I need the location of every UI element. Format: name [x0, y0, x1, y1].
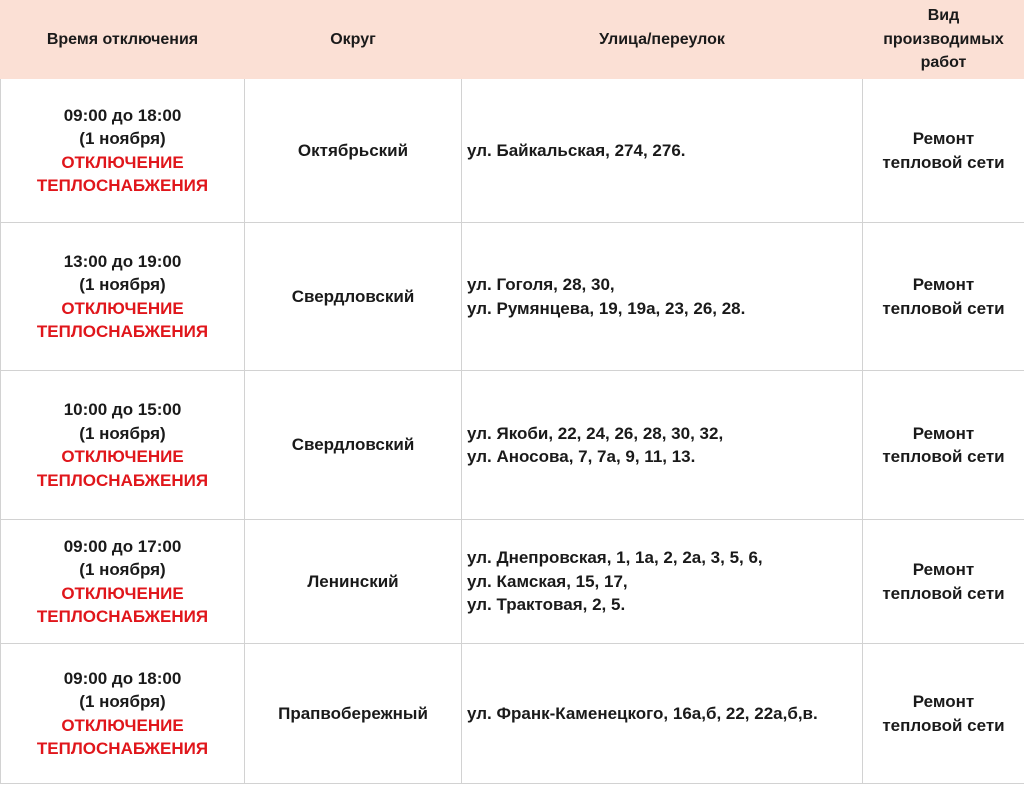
time-cell: [1, 223, 245, 371]
outage-alert: ТЕПЛОСНАБЖЕНИЯ: [36, 470, 209, 490]
district-cell: Свердловский: [245, 371, 462, 520]
table-row: [1, 371, 1024, 520]
outage-date: (1 ноября): [79, 275, 166, 294]
work-type-line: Ремонт: [912, 275, 975, 294]
outage-alert: ОТКЛЮЧЕНИЕ: [61, 152, 184, 172]
table-body: [1, 79, 1024, 784]
streets-cell: [462, 371, 863, 520]
streets-cell: [462, 520, 863, 644]
header-row: [1, 1, 1024, 79]
streets-cell: [462, 79, 863, 223]
work-type-cell: [863, 79, 1024, 223]
street-line: ул. Камская, 15, 17,: [467, 571, 628, 591]
outage-alert: ОТКЛЮЧЕНИЕ: [61, 583, 184, 603]
street-line: ул. Якоби, 22, 24, 26, 28, 30, 32,: [467, 423, 724, 443]
header-district: Округ: [245, 1, 462, 79]
work-type-line: Ремонт: [912, 129, 975, 148]
outage-date: (1 ноября): [79, 560, 166, 579]
outage-alert: ТЕПЛОСНАБЖЕНИЯ: [36, 607, 209, 626]
street-line: ул. Байкальская, 274, 276.: [467, 140, 686, 160]
time-range: 10:00 до 15:00: [63, 400, 182, 419]
streets-cell: [462, 644, 863, 784]
street-line: ул. Гоголя, 28, 30,: [467, 275, 615, 294]
header-street: Улица/переулок: [462, 1, 863, 79]
table-row: [1, 644, 1024, 784]
table-row: [1, 79, 1024, 223]
street-line: ул. Аносова, 7, 7а, 9, 11, 13.: [467, 447, 696, 466]
outage-date: (1 ноября): [79, 692, 166, 711]
work-type-line: тепловой сети: [882, 583, 1005, 603]
header-work-line: производимых: [883, 30, 1004, 48]
work-type-line: тепловой сети: [882, 298, 1005, 318]
district-cell: Октябрьский: [245, 79, 462, 223]
work-type-cell: [863, 520, 1024, 644]
outage-alert: ТЕПЛОСНАБЖЕНИЯ: [36, 739, 209, 758]
table-row: [1, 520, 1024, 644]
header-work-line: работ: [920, 54, 967, 72]
table-header: [1, 1, 1024, 79]
outage-alert: ОТКЛЮЧЕНИЕ: [61, 447, 184, 466]
outage-date: (1 ноября): [79, 423, 166, 443]
district-cell: Ленинский: [245, 520, 462, 644]
street-line: ул. Трактовая, 2, 5.: [467, 595, 626, 615]
street-line: ул. Франк-Каменецкого, 16а,б, 22, 22а,б,в.: [467, 703, 818, 723]
header-work-line: Вид: [927, 7, 960, 25]
time-range: 09:00 до 18:00: [63, 668, 182, 688]
outage-alert: ТЕПЛОСНАБЖЕНИЯ: [36, 176, 209, 195]
time-range: 13:00 до 19:00: [63, 251, 182, 271]
work-type-line: Ремонт: [912, 423, 975, 443]
district-cell: Свердловский: [245, 223, 462, 371]
work-type-line: тепловой сети: [882, 152, 1005, 172]
outage-alert: ОТКЛЮЧЕНИЕ: [61, 298, 184, 318]
time-cell: [1, 520, 245, 644]
outage-alert: ОТКЛЮЧЕНИЕ: [61, 715, 184, 735]
district-cell: Прапвобережный: [245, 644, 462, 784]
work-type-cell: [863, 644, 1024, 784]
work-type-cell: [863, 223, 1024, 371]
time-cell: [1, 79, 245, 223]
streets-cell: [462, 223, 863, 371]
time-cell: [1, 644, 245, 784]
header-work-type: [863, 1, 1024, 79]
work-type-line: тепловой сети: [882, 715, 1005, 735]
work-type-line: Ремонт: [912, 692, 975, 711]
time-range: 09:00 до 17:00: [63, 536, 182, 556]
time-cell: [1, 371, 245, 520]
street-line: ул. Днепровская, 1, 1а, 2, 2а, 3, 5, 6,: [467, 548, 763, 568]
time-range: 09:00 до 18:00: [63, 105, 182, 125]
street-line: ул. Румянцева, 19, 19а, 23, 26, 28.: [467, 298, 746, 318]
table-row: [1, 223, 1024, 371]
outage-alert: ТЕПЛОСНАБЖЕНИЯ: [36, 322, 209, 341]
header-time: Время отключения: [1, 1, 245, 79]
work-type-line: тепловой сети: [882, 447, 1005, 466]
work-type-line: Ремонт: [912, 560, 975, 579]
work-type-cell: [863, 371, 1024, 520]
outage-date: (1 ноября): [79, 129, 166, 148]
